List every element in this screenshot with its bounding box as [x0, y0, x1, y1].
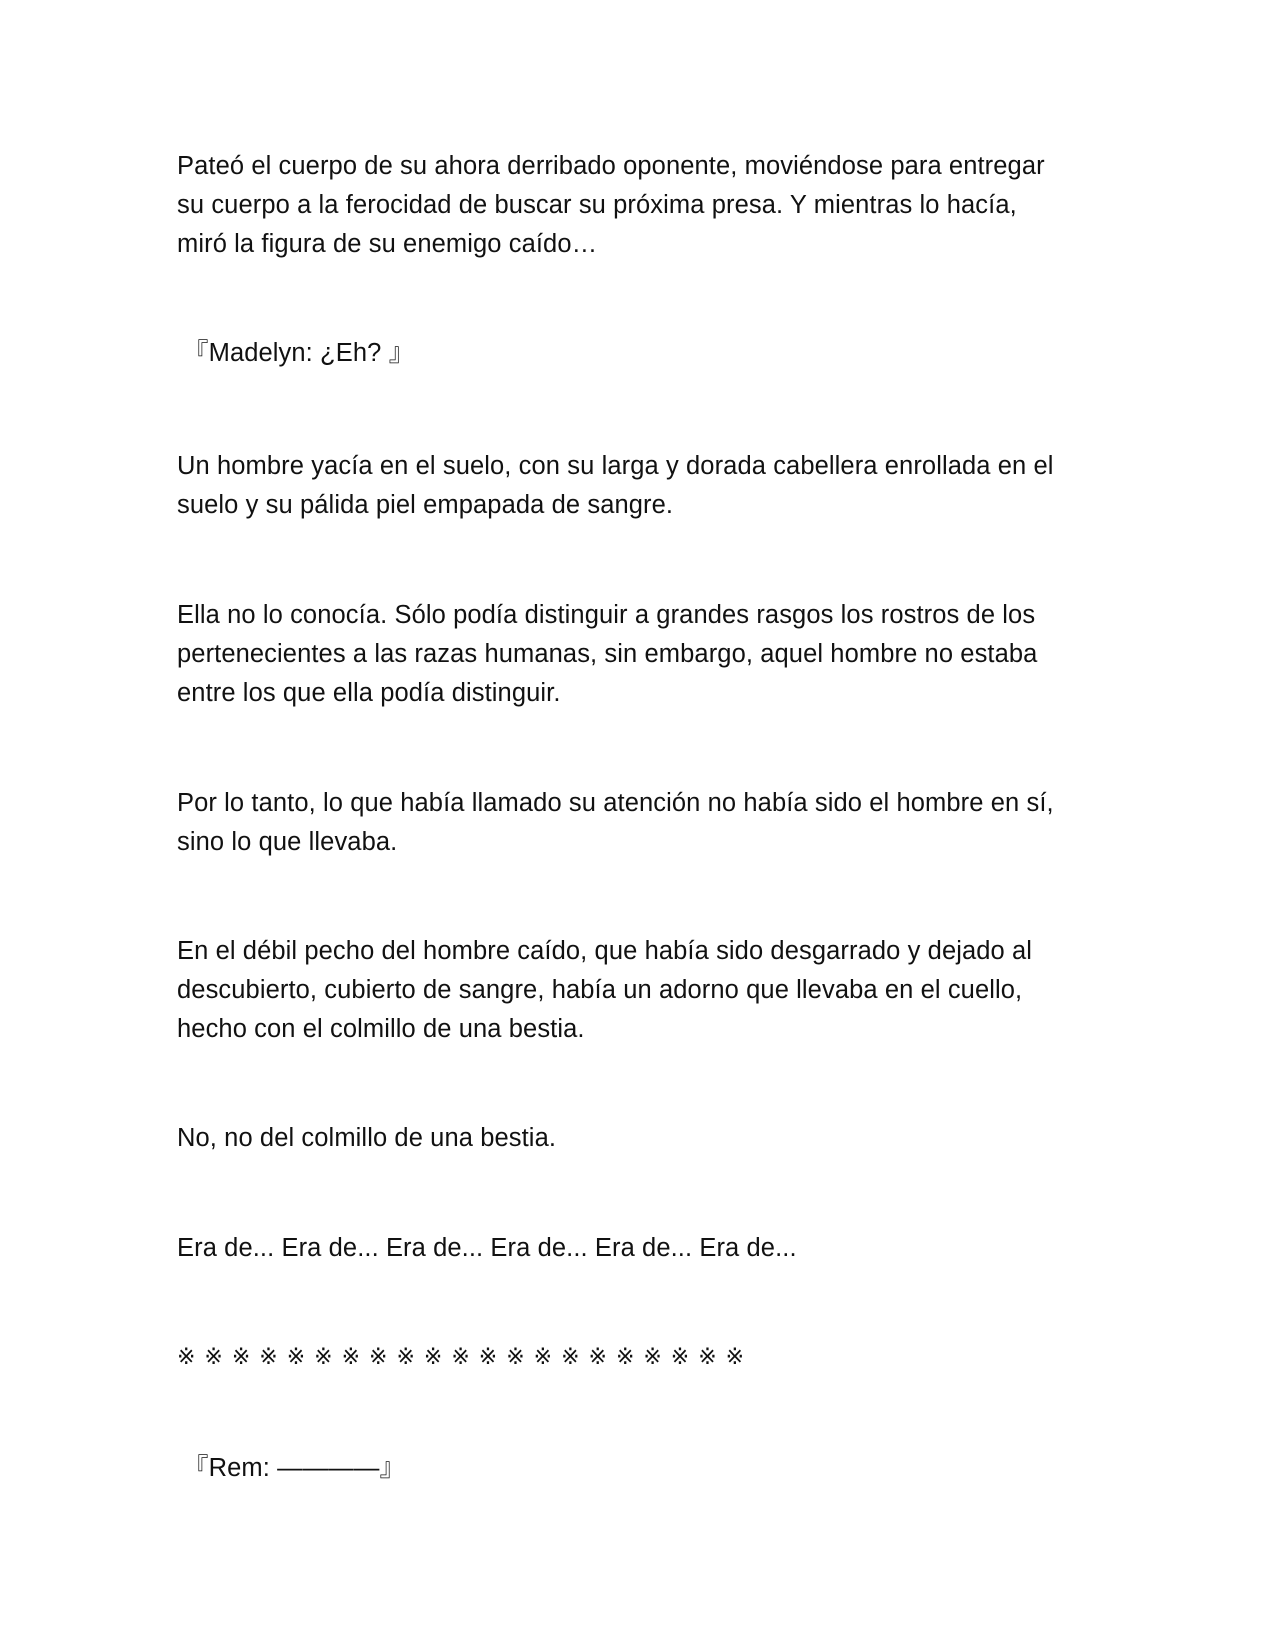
- dialogue-madelyn: 『Madelyn: ¿Eh? 』: [183, 339, 415, 367]
- paragraph-man-lying: [177, 447, 1097, 525]
- dialogue-rem: 『Rem: ————』: [183, 1454, 406, 1482]
- text-line: su cuerpo a la ferocidad de buscar su próxima presa. Y mientras lo hacía,: [177, 191, 1017, 219]
- text-line: pertenecientes a las razas humanas, sin embargo, aquel hombre no estaba: [177, 640, 1038, 668]
- text-line: sino lo que llevaba.: [177, 828, 398, 856]
- text-line: entre los que ella podía distinguir.: [177, 679, 561, 707]
- paragraph-kick: [177, 147, 1097, 264]
- text-line: hecho con el colmillo de una bestia.: [177, 1015, 585, 1043]
- text-line: Pateó el cuerpo de su ahora derribado oponente, moviéndose para entregar: [177, 152, 1045, 180]
- paragraph-attention: [177, 784, 1097, 862]
- text-line: Ella no lo conocía. Sólo podía distinguir a grandes rasgos los rostros de los: [177, 601, 1036, 629]
- scene-separator: ※※※※※※※※※※※※※※※※※※※※※: [177, 1345, 754, 1370]
- paragraph-not-beast-fang: No, no del colmillo de una bestia.: [177, 1124, 557, 1152]
- text-line: En el débil pecho del hombre caído, que había sido desgarrado y dejado al: [177, 937, 1033, 965]
- paragraph-it-was: Era de... Era de... Era de... Era de... Era de... Era de...: [177, 1234, 797, 1262]
- text-line: miró la figura de su enemigo caído…: [177, 230, 598, 258]
- text-line: descubierto, cubierto de sangre, había un adorno que llevaba en el cuello,: [177, 976, 1023, 1004]
- text-line: Por lo tanto, lo que había llamado su atención no había sido el hombre en sí,: [177, 789, 1054, 817]
- paragraph-she-did-not-know: [177, 596, 1097, 713]
- paragraph-ornament: [177, 932, 1097, 1049]
- text-line: Un hombre yacía en el suelo, con su larga y dorada cabellera enrollada en el: [177, 452, 1054, 480]
- text-line: suelo y su pálida piel empapada de sangre.: [177, 491, 674, 519]
